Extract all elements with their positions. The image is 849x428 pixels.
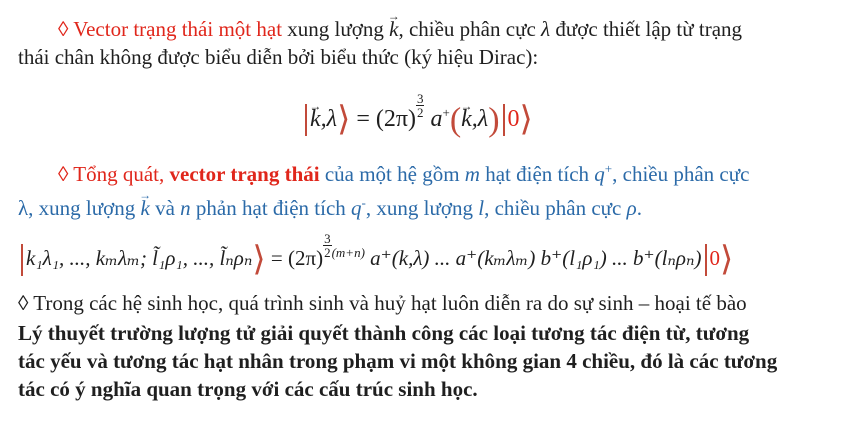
para1-line1 <box>58 16 742 42</box>
formula-multi-particle: k₁λ₁, ..., kₘλₘ; l̃₁ρ₁, ..., l̃ₙρₙ⟩ = (2π) $^{\frac{3}{2}}$ $^{(m+n)}$ a⁺(k,λ) ... a⁺(kₘλₘ) b⁺(l₁ρ₁) ... b⁺(lₙρₙ) 0⟩ <box>18 232 733 280</box>
para1-line2: thái chân không được biểu diễn bởi biểu thức (ký hiệu Dirac): <box>18 45 539 69</box>
formula-single-particle: → k,λ⟩ = (2π) $^{\frac{3}{2}}$ a+(→ k,λ) 0⟩ <box>302 92 533 140</box>
formula1-exponent: 3 2 <box>416 91 424 120</box>
para1-lead: Vector trạng thái một hạt <box>73 17 283 41</box>
formula1-creation-op: a <box>430 106 443 132</box>
ket-close-angle: ⟩ <box>337 101 351 139</box>
ket-open-bar <box>21 244 23 276</box>
para4-line2: tác yếu và tương tác hạt nhân trong phạm vi một không gian 4 chiều, đó là các tương <box>18 349 778 373</box>
diamond-bullet-icon: ◊ <box>58 162 69 186</box>
para1-text-a: xung lượng <box>282 17 390 41</box>
para1-text-b: , chiều phân cực <box>398 17 542 41</box>
ket-open-bar <box>305 104 307 136</box>
formula2-exponent: 3 2 <box>324 231 331 260</box>
formula1-lambda: ,λ <box>320 106 338 132</box>
formula1-k: → k <box>310 99 321 139</box>
para2-lead: Tổng quát, <box>73 162 165 186</box>
para2-line1: ◊ Tổng quát, vector trạng thái của một hệ gồm m hạt điện tích q+, chiều phân cực <box>58 161 750 186</box>
formula2-rhs: a⁺(k,λ) ... a⁺(kₘλₘ) b⁺(l₁ρ₁) ... b⁺(lₙρₙ) <box>370 246 702 270</box>
para1-text-c: được thiết lập từ trạng <box>550 17 743 41</box>
formula2-vacuum: 0 <box>709 246 720 270</box>
para4-line1: Lý thuyết trường lượng tử giải quyết thành công các loại tương tác điện từ, tương <box>18 321 750 345</box>
formula1-arg-k: → k <box>461 99 472 139</box>
para2-vector-k: → k <box>141 195 150 221</box>
formula2-lhs: k₁λ₁, ..., kₘλₘ; l̃₁ρ₁, ..., l̃ₙρₙ <box>26 246 253 270</box>
para4-line3: tác có ý nghĩa quan trọng với các cấu trúc sinh học. <box>18 377 478 401</box>
para3: ◊ Trong các hệ sinh học, quá trình sinh và huỷ hạt luôn diễn ra do sự sinh – hoại tế bào <box>18 291 747 315</box>
formula1-vacuum: 0 <box>507 106 520 132</box>
lambda-symbol: λ <box>541 17 551 41</box>
diamond-bullet-icon: ◊ <box>58 17 69 41</box>
para2-bold-term: vector trạng thái <box>169 162 320 186</box>
ket-close-angle: ⟩ <box>252 241 266 279</box>
para2-line2: λ, xung lượng → k và n phản hạt điện tích q-, xung lượng l, chiều phân cực ρ. <box>18 190 642 221</box>
vector-k-symbol: → k <box>389 16 398 42</box>
formula1-eq: = (2π) <box>356 106 416 132</box>
